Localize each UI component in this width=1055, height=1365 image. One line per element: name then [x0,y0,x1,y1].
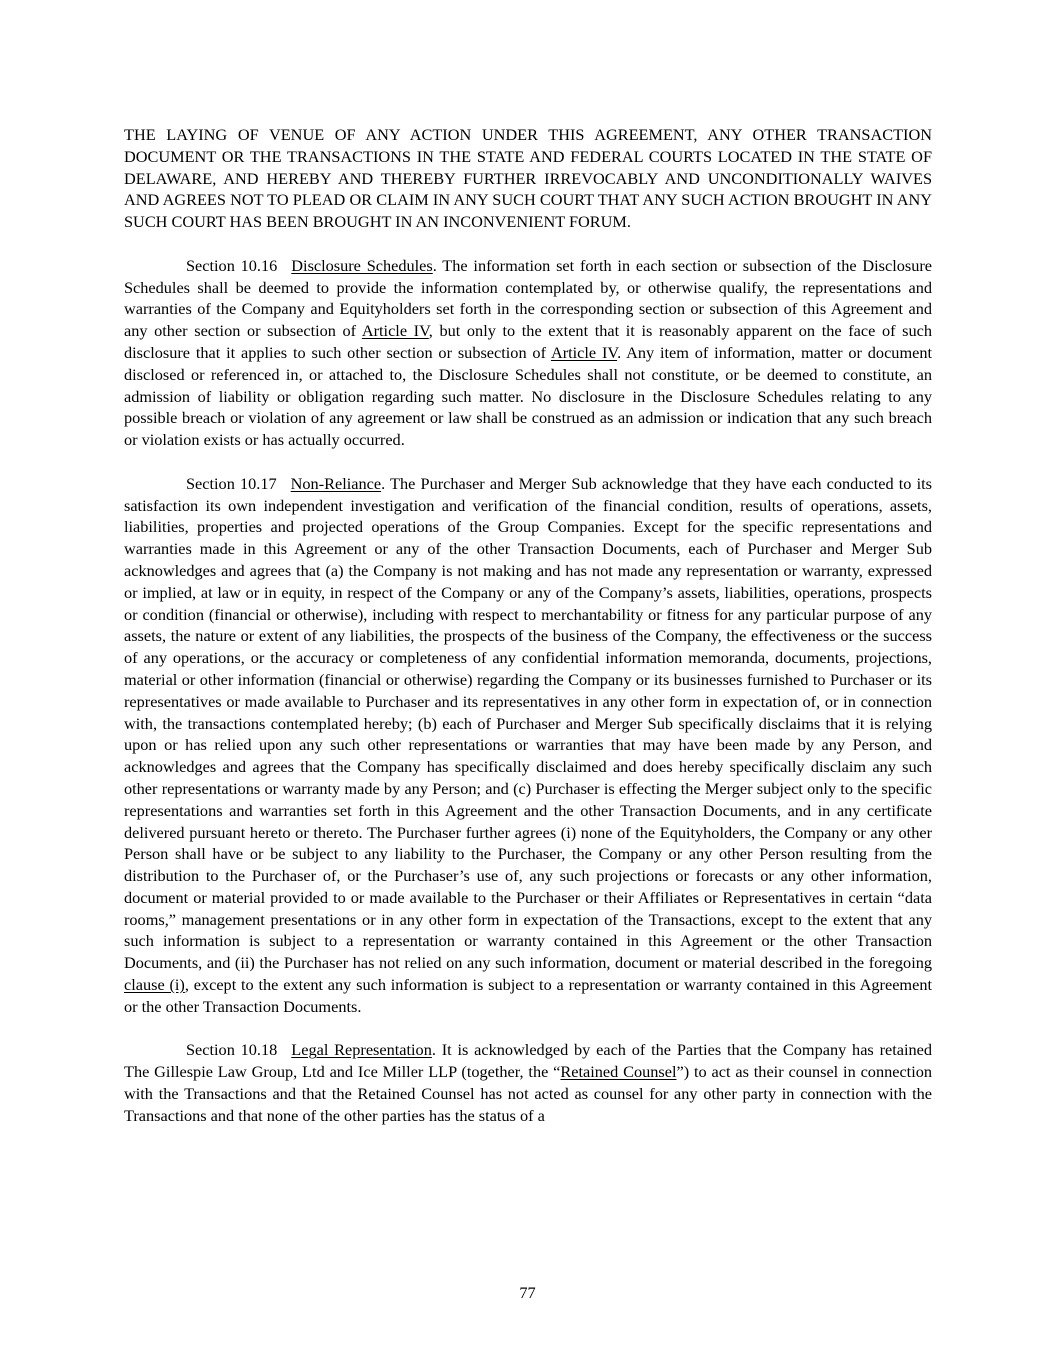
clause-i-reference: clause (i) [124,975,185,995]
page-number: 77 [519,1283,536,1302]
section-10-17-title: Non-Reliance [290,473,382,493]
section-10-18-title: Legal Representation [291,1040,432,1060]
document-page [124,124,932,1148]
section-10-16-text-1: . The information set forth in each section or subsection of the Disclosure Schedules shall be deemed to provide the information contemplated by, or otherwise qualify, the representations and warranties of the Company and Equityholders set forth in the corresponding section or subsection of this Agreement and any other section or subsection of [124,255,932,341]
section-10-17-text-2: , except to the extent any such information is subject to a representation or warranty contained in this Agreement or the other Transaction Documents. [124,975,932,1016]
section-10-18-text-2: ”) to act as their counsel in connection with the Transactions and that the Retained Counsel has not acted as counsel for any other party in connection with the Transactions and that none of the other parties has the status of a [124,1062,933,1125]
section-10-18-text-1: . It is acknowledged by each of the Parties that the Company has retained The Gillespie Law Group, Ltd and Ice Miller LLP (together, the “ [124,1040,933,1082]
section-10-16-number: Section 10.16 [186,255,278,275]
retained-counsel-term: Retained Counsel [560,1062,677,1082]
section-10-16-title: Disclosure Schedules [291,255,433,275]
section-10-17-text-1: . The Purchaser and Merger Sub acknowledge that they have each conducted to its satisfaction its own independent investigation and verification of the financial condition, results of operations, assets, liabilities, properties and projected operations of the Group Companies. Except for the specific representations and warranties made in this Agreement or any of the other Transaction Documents, each of Purchaser and Merger Sub acknowledges and agrees that (a) the Company is not making and has not made any representation or warranty, expressed or implied, at law or in equity, in respect of the Company or any of the Company’s assets, liabilities, operations, prospects or condition (financial or otherwise), including with respect to merchantability or fitness for any particular purpose of any assets, the nature or extent of any liabilities, the prospects of the business of the Company, the effectiveness or the success of any operations, or the accuracy or completeness of any confidential information memoranda, documents, projections, material or other information (financial or otherwise) regarding the Company or its businesses furnished to Purchaser or its representatives or made available to Purchaser and its representatives in any other form in expectation of, or in connection with, the transactions contemplated hereby; (b) each of Purchaser and Merger Sub specifically disclaims that it is relying upon or has relied upon any such other representations or warranties that may have been made by any Person, and acknowledges and agrees that the Company has specifically disclaimed and does hereby specifically disclaim any such other representations or warranty made by any Person; and (c) Purchaser is effecting the Merger subject only to the specific representations and warranties set forth in this Agreement and the other Transaction Documents, and in any certificate delivered pursuant hereto or thereto. The Purchaser further agrees (i) none of the Equityholders, the Company or any other Person shall have or be subject to any liability to the Purchaser, the Company or any other Person resulting from the distribution to the Purchaser of, or the Purchaser’s use of, any such projections or forecasts or any other information, document or material provided to or made available to the Purchaser or their Affiliates or Representatives in certain “data rooms,” management presentations or in any other form in expectation of the Transactions, except to the extent that any such information is subject to a representation or warranty contained in this Agreement or the other Transaction Documents, and (ii) the Purchaser has not relied on any such information, document or material described in the foregoing [124,473,932,973]
section-10-17 [124,473,932,1018]
article-iv-reference: Article IV [361,321,429,341]
paragraph-venue-waiver [124,124,932,233]
article-iv-reference: Article IV [550,342,618,362]
section-10-18-number: Section 10.18 [186,1040,278,1060]
section-10-16-text-3: . Any item of information, matter or document disclosed or referenced in, or attached to, the Disclosure Schedules shall not constitute, or be deemed to constitute, an admission of liability or obligation regarding such matter. No disclosure in the Disclosure Schedules relating to any possible breach or violation of any agreement or law shall be construed as an admission or indication that any such breach or violation exists or has actually occurred. [124,342,932,450]
venue-waiver-text: THE LAYING OF VENUE OF ANY ACTION UNDER THIS AGREEMENT, ANY OTHER TRANSACTION DOCUMENT OR THE TRANSACTIONS IN THE STATE AND FEDERAL COURTS LOCATED IN THE STATE OF DELAWARE, AND HEREBY AND THEREBY FURTHER IRREVOCABLY AND UNCONDITIONALLY WAIVES AND AGREES NOT TO PLEAD OR CLAIM IN ANY SUCH COURT THAT ANY SUCH ACTION BROUGHT IN ANY SUCH COURT HAS BEEN BROUGHT IN AN INCONVENIENT FORUM. [124,125,932,232]
section-10-18 [124,1039,932,1126]
section-10-17-number: Section 10.17 [186,473,277,493]
section-10-16-text-2: , but only to the extent that it is reasonably apparent on the face of such disclosure that it applies to such other section or subsection of [124,321,932,362]
section-10-16 [124,255,932,451]
